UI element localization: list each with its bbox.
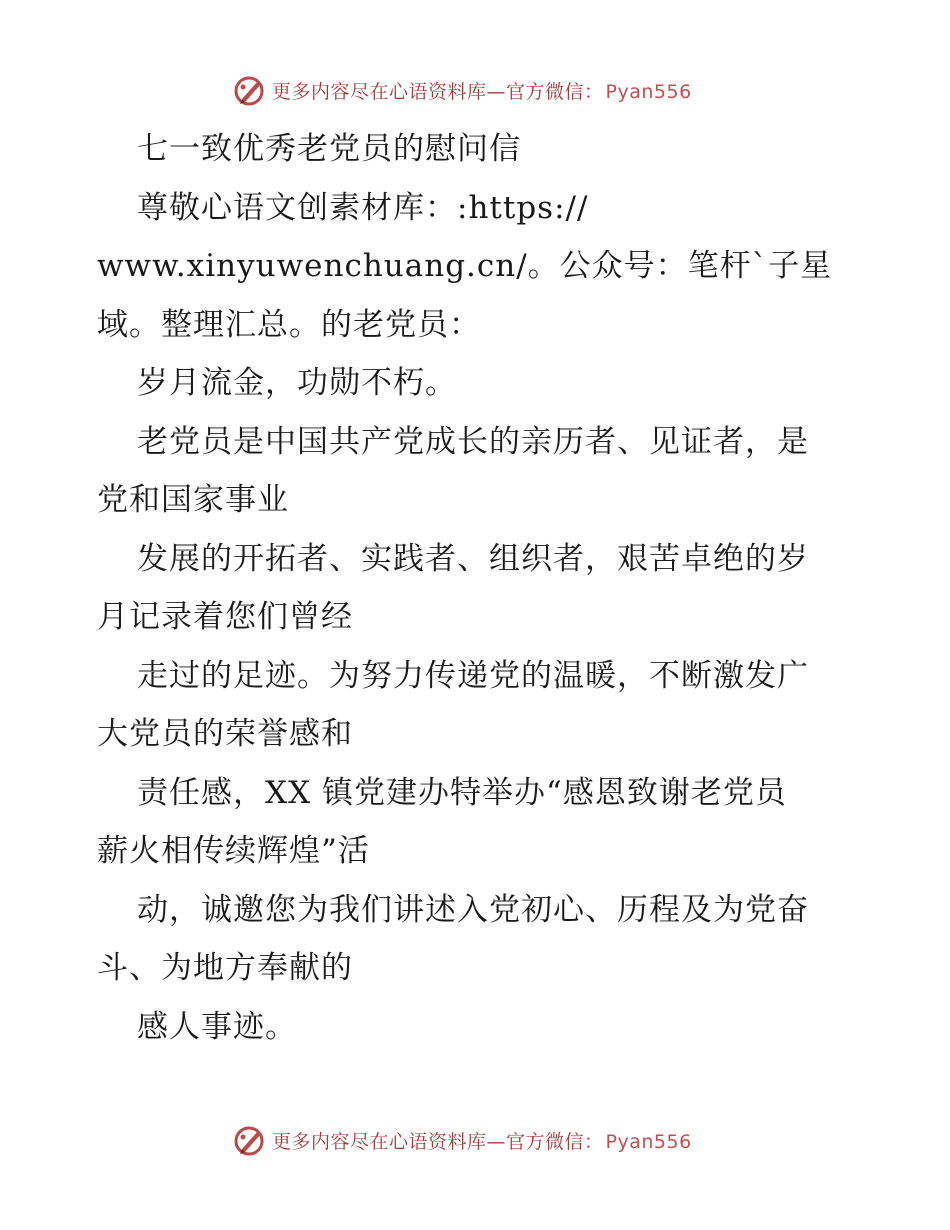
salutation-line-3: 域。整理汇总。的老党员： [97, 306, 481, 343]
paragraph-line: 感人事迹。 [137, 1008, 297, 1045]
footer-banner-text: 更多内容尽在心语资料库—官方微信： Pyan556 [272, 1130, 692, 1153]
paragraph-line: 老党员是中国共产党成长的亲历者、见证者，是 [137, 423, 809, 460]
document-title: 七一致优秀老党员的慰问信 [137, 131, 521, 167]
paragraph-line: 走过的足迹。为努力传递党的温暖，不断激发广 [137, 657, 809, 694]
paragraph-line: 岁月流金，功勋不朽。 [137, 365, 457, 401]
paragraph-line: 大党员的荣誉感和 [97, 716, 353, 752]
paragraph-line: 薪火相传续辉煌”活 [97, 833, 370, 869]
paragraph-line: 责任感，XX 镇党建办特举办“感恩致谢老党员 [137, 774, 787, 811]
salutation-line-2: www.xinyuwenchuang.cn/。公众号：笔杆`子星 [97, 248, 833, 284]
paragraph-line: 动，诚邀您为我们讲述入党初心、历程及为党奋 [137, 891, 809, 928]
paragraph-line: 党和国家事业 [97, 482, 289, 518]
paragraph-line: 发展的开拓者、实践者、组织者，艰苦卓绝的岁 [137, 540, 809, 577]
pen-logo-icon [232, 1123, 266, 1157]
footer-banner [232, 1120, 692, 1160]
header-wechat-handle: Pyan556 [605, 80, 692, 103]
header-banner [232, 70, 692, 110]
header-banner-text: 更多内容尽在心语资料库—官方微信： Pyan556 [272, 80, 692, 103]
footer-wechat-handle: Pyan556 [605, 1130, 692, 1153]
paragraph-line: 斗、为地方奉献的 [97, 950, 353, 986]
paragraph-line: 月记录着您们曾经 [97, 599, 353, 635]
document-body [97, 120, 877, 1056]
pen-logo-icon [232, 73, 266, 107]
salutation-line-1: 尊敬心语文创素材库：:https:// [137, 189, 589, 226]
